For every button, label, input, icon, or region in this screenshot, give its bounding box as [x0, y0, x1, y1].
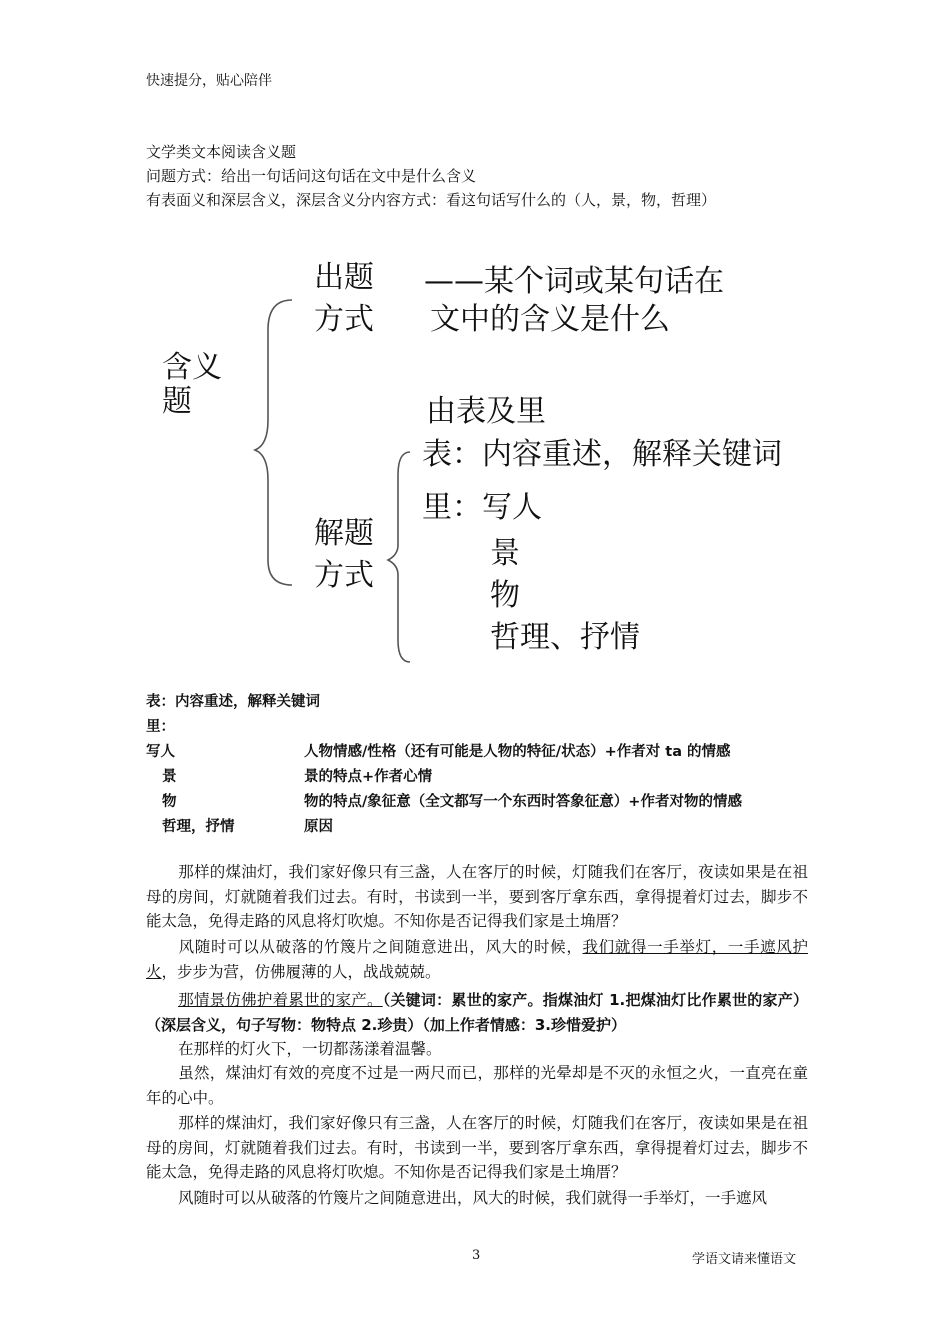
key-sentence: 那情景仿佛护着累世的家产。 — [178, 991, 383, 1009]
passage-paragraph-1: 那样的煤油灯，我们家好像只有三盏，人在客厅的时候，灯随我们在客厅，夜读如果是在祖母的房间，灯就随着我们过去。有时，书读到一半，要到客厅拿东西，拿得提着灯过去，脚步不能太急，免得走路的风息将灯吹熄。不知你是否记得我们家是土埆厝？ — [146, 863, 808, 930]
deep-philosophy: 哲理、抒情 — [490, 620, 640, 655]
solve-method-label-1: 解题 — [314, 516, 374, 551]
question-method-label-1: 出题 — [314, 260, 374, 295]
root-label-line1: 含义 — [162, 350, 222, 385]
table-row-label: 哲理，抒情 — [162, 819, 235, 835]
passage-paragraph-6: 那样的煤油灯，我们家好像只有三盏，人在客厅的时候，灯随我们在客厅，夜读如果是在祖母的房间，灯就随着我们过去。有时，书读到一半，要到客厅拿东西，拿得提着灯过去，脚步不能太急，免得走路的风息将灯吹熄。不知你是否记得我们家是土埆厝？ — [146, 1114, 808, 1181]
table-row-label: 写人 — [146, 744, 175, 760]
page-number: 3 — [472, 1248, 481, 1263]
table-row-label: 物 — [162, 794, 177, 810]
table-row-value: 物的特点/象征意（全文都写一个东西时答象征意）+作者对物的情感 — [304, 794, 742, 810]
deep-write-person: 里：写人 — [422, 490, 542, 525]
annotation: （关键词：累世的家产。指煤油灯 1.把煤油灯比作累世的家产）（深层含义，句子写物：物特点 2.珍贵）（加上作者情感：3.珍惜爱护） — [146, 991, 808, 1034]
question-method-text-1: ——某个词或某句话在 — [424, 264, 724, 299]
table-row-label: 景 — [162, 769, 177, 785]
intro-meaning-levels: 有表面义和深层含义，深层含义分内容方式：看这句话写什么的（人，景，物，哲理） — [146, 191, 717, 209]
table-row-value: 原因 — [304, 819, 333, 835]
table-surface-line: 表：内容重述，解释关键词 — [146, 694, 320, 710]
intro-question-type: 问题方式：给出一句话问这句话在文中是什么含义 — [146, 167, 477, 185]
deep-object: 物 — [490, 578, 520, 613]
question-method-text-2: 文中的含义是什么 — [430, 302, 670, 337]
table-row-value: 景的特点+作者心情 — [304, 769, 433, 785]
solve-method-label-2: 方式 — [314, 558, 374, 593]
doc-title: 文学类文本阅读含义题 — [146, 143, 297, 161]
root-brace — [255, 300, 292, 585]
passage-paragraph-3 — [146, 988, 808, 1037]
passage-paragraph-2: 风随时可以从破落的竹篾片之间随意进出，风大的时候，我们就得一手举灯，一手遮风护火，步步为营，仿佛履薄的人，战战兢兢。 — [146, 938, 808, 981]
question-method-label-2: 方式 — [314, 302, 374, 337]
underlined-phrase: 我们就得一手举灯，一手遮风护火 — [146, 938, 808, 981]
surface-to-depth: 由表及里 — [426, 394, 546, 429]
passage-paragraph-5: 虽然，煤油灯有效的亮度不过是一两尺而已，那样的光晕却是不灭的永恒之火，一直亮在童年的心中。 — [146, 1064, 808, 1107]
method-brace — [388, 452, 410, 662]
header-slogan: 快速提分，贴心陪伴 — [146, 73, 272, 89]
surface-explain: 表：内容重述，解释关键词 — [422, 437, 782, 472]
footer-brand: 学语文请来懂语文 — [692, 1252, 797, 1267]
table-deep-line: 里： — [146, 719, 175, 735]
table-row-value: 人物情感/性格（还有可能是人物的特征/状态）+作者对 ta 的情感 — [304, 744, 731, 760]
passage-paragraph-7: 风随时可以从破落的竹篾片之间随意进出，风大的时候，我们就得一手举灯，一手遮风 — [178, 1189, 768, 1207]
root-label-line2: 题 — [162, 384, 192, 419]
deep-scene: 景 — [490, 536, 520, 571]
passage-paragraph-4: 在那样的灯火下，一切都荡漾着温馨。 — [178, 1040, 442, 1058]
